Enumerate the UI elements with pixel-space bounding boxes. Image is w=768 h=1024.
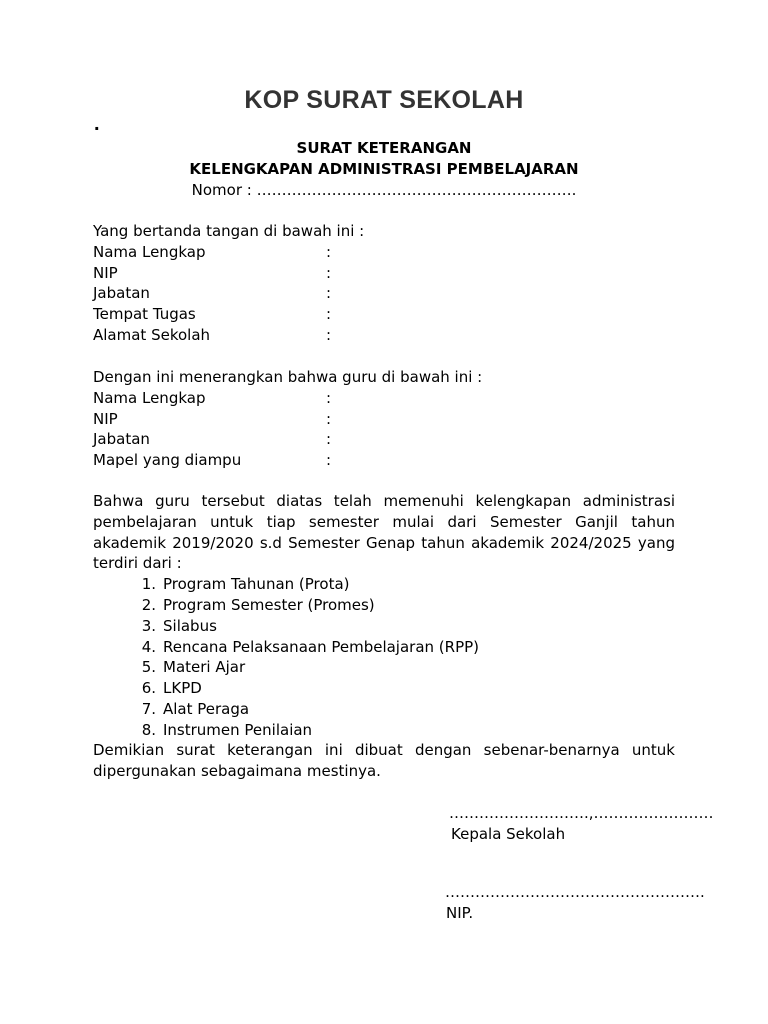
list-item (93, 574, 675, 595)
list-text: Silabus (163, 616, 217, 635)
teacher-section (93, 367, 675, 471)
list-number: 3. (141, 616, 156, 635)
field-label: Alamat Sekolah (93, 325, 211, 344)
list-text: Rencana Pelaksanaan Pembelajaran (RPP) (163, 637, 480, 656)
list-item (93, 637, 675, 658)
field-label: Tempat Tugas (93, 305, 196, 324)
teacher-field-row (93, 388, 675, 409)
field-label: Jabatan (93, 284, 150, 303)
list-item (93, 657, 675, 678)
signer-field-row (93, 263, 675, 284)
field-colon: : (326, 242, 332, 261)
signer-field-row (93, 242, 675, 263)
list-item (93, 720, 675, 741)
stray-dot: . (94, 113, 100, 135)
list-item (93, 595, 675, 616)
teacher-field-row (93, 429, 675, 450)
list-text: LKPD (163, 679, 202, 698)
list-text: Alat Peraga (163, 699, 250, 718)
field-colon: : (326, 451, 332, 470)
field-label: Nama Lengkap (93, 242, 206, 261)
letter-subtitle: KELENGKAPAN ADMINISTRASI PEMBELAJARAN (189, 159, 579, 178)
field-colon: : (326, 388, 332, 407)
field-colon: : (326, 263, 332, 282)
signature-name-line: ……………………………………………. (445, 883, 705, 901)
letter-title: SURAT KETERANGAN (296, 139, 472, 157)
statement-paragraph: Bahwa guru tersebut diatas telah memenuhi kelengkapan administrasi pembelajaran untuk tiap semester mulai dari Semester Ganjil tahun akademik 2019/2020 s.d Semester Genap tahun akademik 2024/2025 yang terdiri dari : (93, 492, 675, 573)
list-text: Materi Ajar (163, 658, 246, 677)
teacher-intro: Dengan ini menerangkan bahwa guru di bawah ini : (93, 368, 483, 386)
closing-section (93, 740, 675, 782)
field-label: Nama Lengkap (93, 388, 206, 407)
list-number: 8. (141, 720, 156, 739)
signer-intro: Yang bertanda tangan di bawah ini : (93, 222, 365, 240)
field-colon: : (326, 305, 332, 324)
list-number: 4. (141, 637, 156, 656)
letter-title-block (0, 138, 768, 200)
field-label: NIP (93, 409, 118, 428)
list-item (93, 699, 675, 720)
signer-field-row (93, 304, 675, 325)
field-colon: : (326, 409, 332, 428)
signature-nip: NIP. (446, 904, 474, 922)
field-colon: : (326, 430, 332, 449)
document-list (93, 574, 675, 740)
signer-role: Kepala Sekolah (451, 825, 566, 843)
place-date-line: ……………………….,…………………… (449, 804, 714, 822)
list-number: 2. (141, 595, 156, 614)
teacher-field-row (93, 409, 675, 430)
field-label: NIP (93, 263, 118, 282)
list-text: Program Tahunan (Prota) (163, 575, 350, 594)
statement-section (93, 491, 675, 741)
field-colon: : (326, 325, 332, 344)
list-text: Instrumen Penilaian (163, 720, 313, 739)
letterhead-title: KOP SURAT SEKOLAH (244, 86, 524, 114)
signer-field-row (93, 283, 675, 304)
list-number: 1. (141, 575, 156, 594)
list-number: 7. (141, 699, 156, 718)
list-item (93, 616, 675, 637)
closing-paragraph: Demikian surat keterangan ini dibuat dengan sebenar-benarnya untuk dipergunakan sebagaimana mestinya. (93, 741, 675, 780)
list-text: Program Semester (Promes) (163, 595, 375, 614)
list-item (93, 678, 675, 699)
list-number: 6. (141, 679, 156, 698)
field-colon: : (326, 284, 332, 303)
letter-number: Nomor : ………………………………………………………. (191, 180, 577, 199)
signer-field-row (93, 325, 675, 346)
signer-section (93, 221, 675, 346)
list-number: 5. (141, 658, 156, 677)
field-label: Jabatan (93, 430, 150, 449)
teacher-field-row (93, 450, 675, 471)
field-label: Mapel yang diampu (93, 451, 242, 470)
